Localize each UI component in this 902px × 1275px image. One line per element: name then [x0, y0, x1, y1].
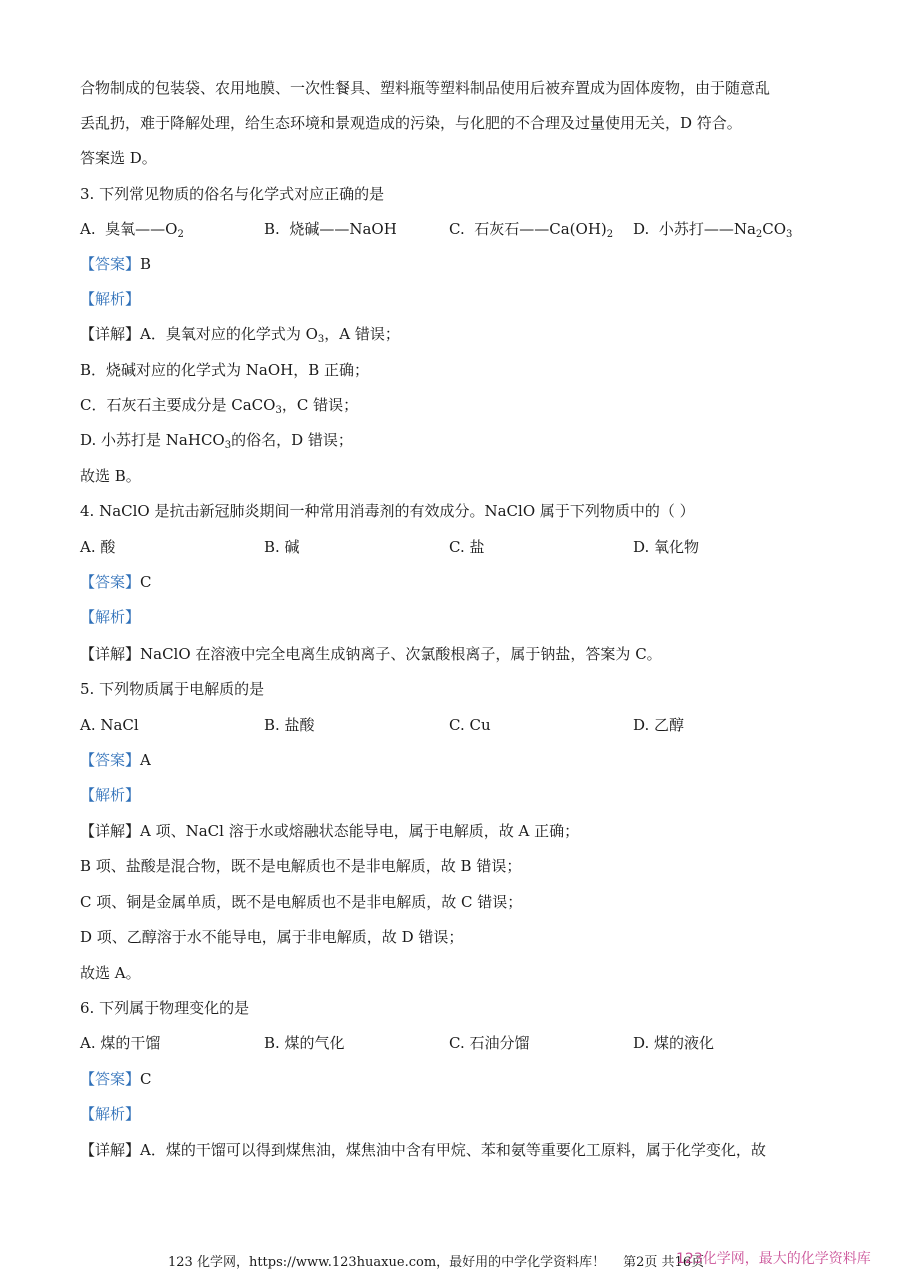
analysis-label: 【解析】 — [80, 786, 141, 804]
paragraph-line: 答案选 D。 — [80, 149, 157, 167]
question-6-stem: 6. 下列属于物理变化的是 — [80, 999, 250, 1017]
q4-option-a: A. 酸 — [80, 538, 116, 556]
q4-option-b: B. 碱 — [264, 538, 300, 556]
answer-label: 【答案】 — [80, 255, 141, 273]
q6-option-c: C. 石油分馏 — [449, 1034, 530, 1052]
analysis-label: 【解析】 — [80, 608, 141, 626]
detail-label: 【详解】 — [80, 1141, 141, 1159]
q6-detail-line: 【详解】A．煤的干馏可以得到煤焦油，煤焦油中含有甲烷、苯和氨等重要化工原料，属于化学变化，故 — [80, 1141, 766, 1159]
q3-answer: 【答案】B — [80, 255, 152, 273]
q4-option-c: C. 盐 — [449, 538, 485, 556]
q5-option-b: B. 盐酸 — [264, 716, 315, 734]
q5-detail-line: C 项、铜是金属单质，既不是电解质也不是非电解质，故 C 错误； — [80, 893, 523, 911]
q5-option-d: D. 乙醇 — [633, 716, 685, 734]
detail-label: 【详解】 — [80, 822, 141, 840]
watermark: 123化学网，最大的化学资料库 — [676, 1251, 871, 1267]
q5-detail-line: 【详解】A 项、NaCl 溶于水或熔融状态能导电，属于电解质，故 A 正确； — [80, 822, 580, 840]
q5-conclusion: 故选 A。 — [80, 964, 141, 982]
q3-option-a: A. 臭氧$——O_2$ — [80, 220, 184, 240]
analysis-label: 【解析】 — [80, 1105, 141, 1123]
question-3-stem: 3. 下列常见物质的俗名与化学式对应正确的是 — [80, 185, 385, 203]
q5-option-c: C. Cu — [449, 716, 491, 734]
q3-option-b: B. 烧碱——NaOH — [264, 220, 397, 238]
q3-detail-line: C．石灰石主要成分是 CaCO$_3$，C 错误； — [80, 396, 359, 416]
detail-label: 【详解】 — [80, 645, 141, 663]
q5-answer: 【答案】A — [80, 751, 151, 769]
q3-detail-line: D. 小苏打是 NaHCO$_3$的俗名，D 错误； — [80, 431, 353, 451]
q5-detail-line: B 项、盐酸是混合物，既不是电解质也不是非电解质，故 B 错误； — [80, 857, 522, 875]
paragraph-line: 丢乱扔，难于降解处理，给生态环境和景观造成的污染，与化肥的不合理及过量使用无关，D 符合。 — [80, 114, 742, 132]
q3-conclusion: 故选 B。 — [80, 467, 141, 485]
analysis-label: 【解析】 — [80, 290, 141, 308]
q3-detail-line: 【详解】A．臭氧对应的化学式为 $O_3$，A 错误； — [80, 325, 400, 345]
q6-option-a: A. 煤的干馏 — [80, 1034, 161, 1052]
detail-label: 【详解】 — [80, 325, 141, 343]
q6-option-d: D. 煤的液化 — [633, 1034, 715, 1052]
question-4-stem: 4. NaClO 是抗击新冠肺炎期间一种常用消毒剂的有效成分。NaClO 属于下列物质中的（ ） — [80, 502, 695, 520]
q5-option-a: A. NaCl — [80, 716, 139, 734]
q4-option-d: D. 氧化物 — [633, 538, 700, 556]
q5-detail-line: D 项、乙醇溶于水不能导电，属于非电解质，故 D 错误； — [80, 928, 464, 946]
q6-option-b: B. 煤的气化 — [264, 1034, 345, 1052]
answer-label: 【答案】 — [80, 1070, 141, 1088]
answer-label: 【答案】 — [80, 573, 141, 591]
q4-detail-line: 【详解】NaClO 在溶液中完全电离生成钠离子、次氯酸根离子，属于钠盐，答案为 C。 — [80, 645, 662, 663]
q3-detail-line: B．烧碱对应的化学式为 NaOH，B 正确； — [80, 361, 370, 379]
q3-option-d: D. 小苏打$——Na_2CO_3$ — [633, 220, 793, 240]
q4-answer: 【答案】C — [80, 573, 152, 591]
footer-site: 123 化学网，https://www.123huaxue.com，最好用的中学化学资料库！ — [168, 1255, 606, 1270]
q6-answer: 【答案】C — [80, 1070, 152, 1088]
answer-label: 【答案】 — [80, 751, 141, 769]
page-footer — [168, 1254, 704, 1272]
q3-option-c: C. 石灰石$——Ca(OH)_2$ — [449, 220, 614, 240]
question-5-stem: 5. 下列物质属于电解质的是 — [80, 680, 265, 698]
paragraph-line: 合物制成的包装袋、农用地膜、一次性餐具、塑料瓶等塑料制品使用后被弃置成为固体废物，由于随意乱 — [80, 79, 771, 97]
page-number: 第2页 共16页 — [623, 1255, 705, 1270]
